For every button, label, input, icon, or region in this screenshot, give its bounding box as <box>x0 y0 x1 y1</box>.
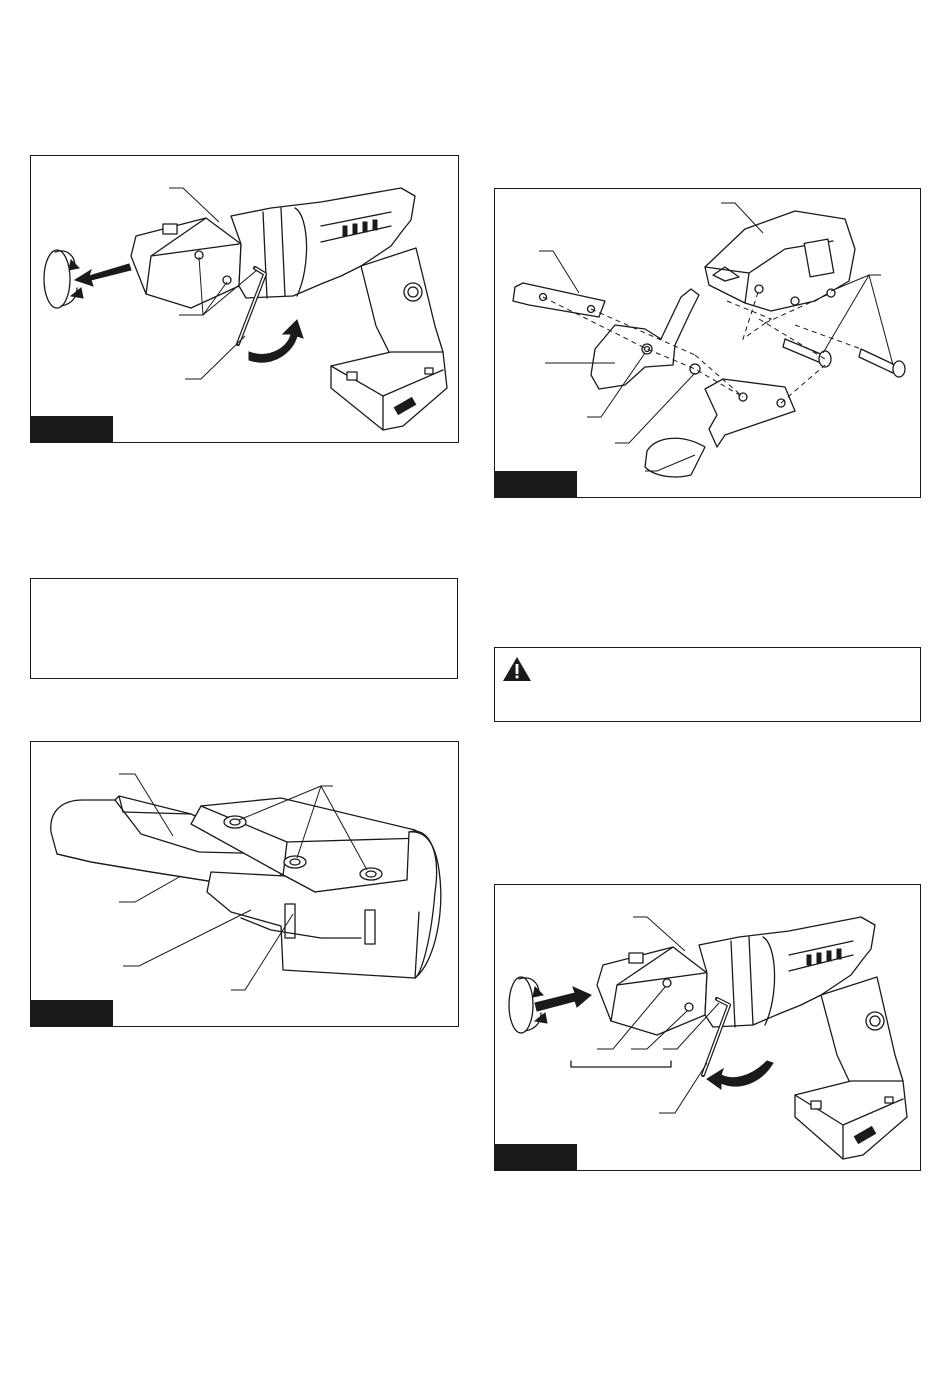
figure-1-tab <box>31 416 113 442</box>
turn-arrow-icon <box>249 320 303 362</box>
blade-c-icon <box>645 379 795 477</box>
figure-2 <box>494 188 921 498</box>
blade-b-icon <box>591 289 699 389</box>
figure-3-tab <box>31 1000 113 1026</box>
figure-1-illustration <box>31 156 460 444</box>
figure-3-illustration <box>31 742 460 1028</box>
figure-4 <box>494 884 921 1171</box>
warning-triangle-icon <box>503 656 533 682</box>
warning-box <box>494 647 921 722</box>
blade-a-icon <box>513 283 605 317</box>
turn-arrow-icon <box>707 1061 773 1089</box>
figure-3 <box>30 741 459 1027</box>
figure-1 <box>30 155 459 443</box>
removal-arrow-icon <box>75 264 131 286</box>
figure-4-illustration <box>495 885 922 1172</box>
tool-body-icon <box>699 917 907 1159</box>
front-cover-icon <box>597 947 707 1035</box>
figure-4-tab <box>495 1144 577 1170</box>
figure-2-tab <box>495 471 577 497</box>
nut-icon <box>690 364 700 374</box>
install-arrow-icon <box>535 987 591 1011</box>
front-cover-icon <box>131 218 241 308</box>
bracket-icon <box>571 1061 671 1067</box>
tool-body-icon <box>231 188 447 430</box>
front-cover-icon <box>705 211 855 311</box>
note-box <box>30 578 458 679</box>
figure-2-illustration <box>495 189 922 499</box>
